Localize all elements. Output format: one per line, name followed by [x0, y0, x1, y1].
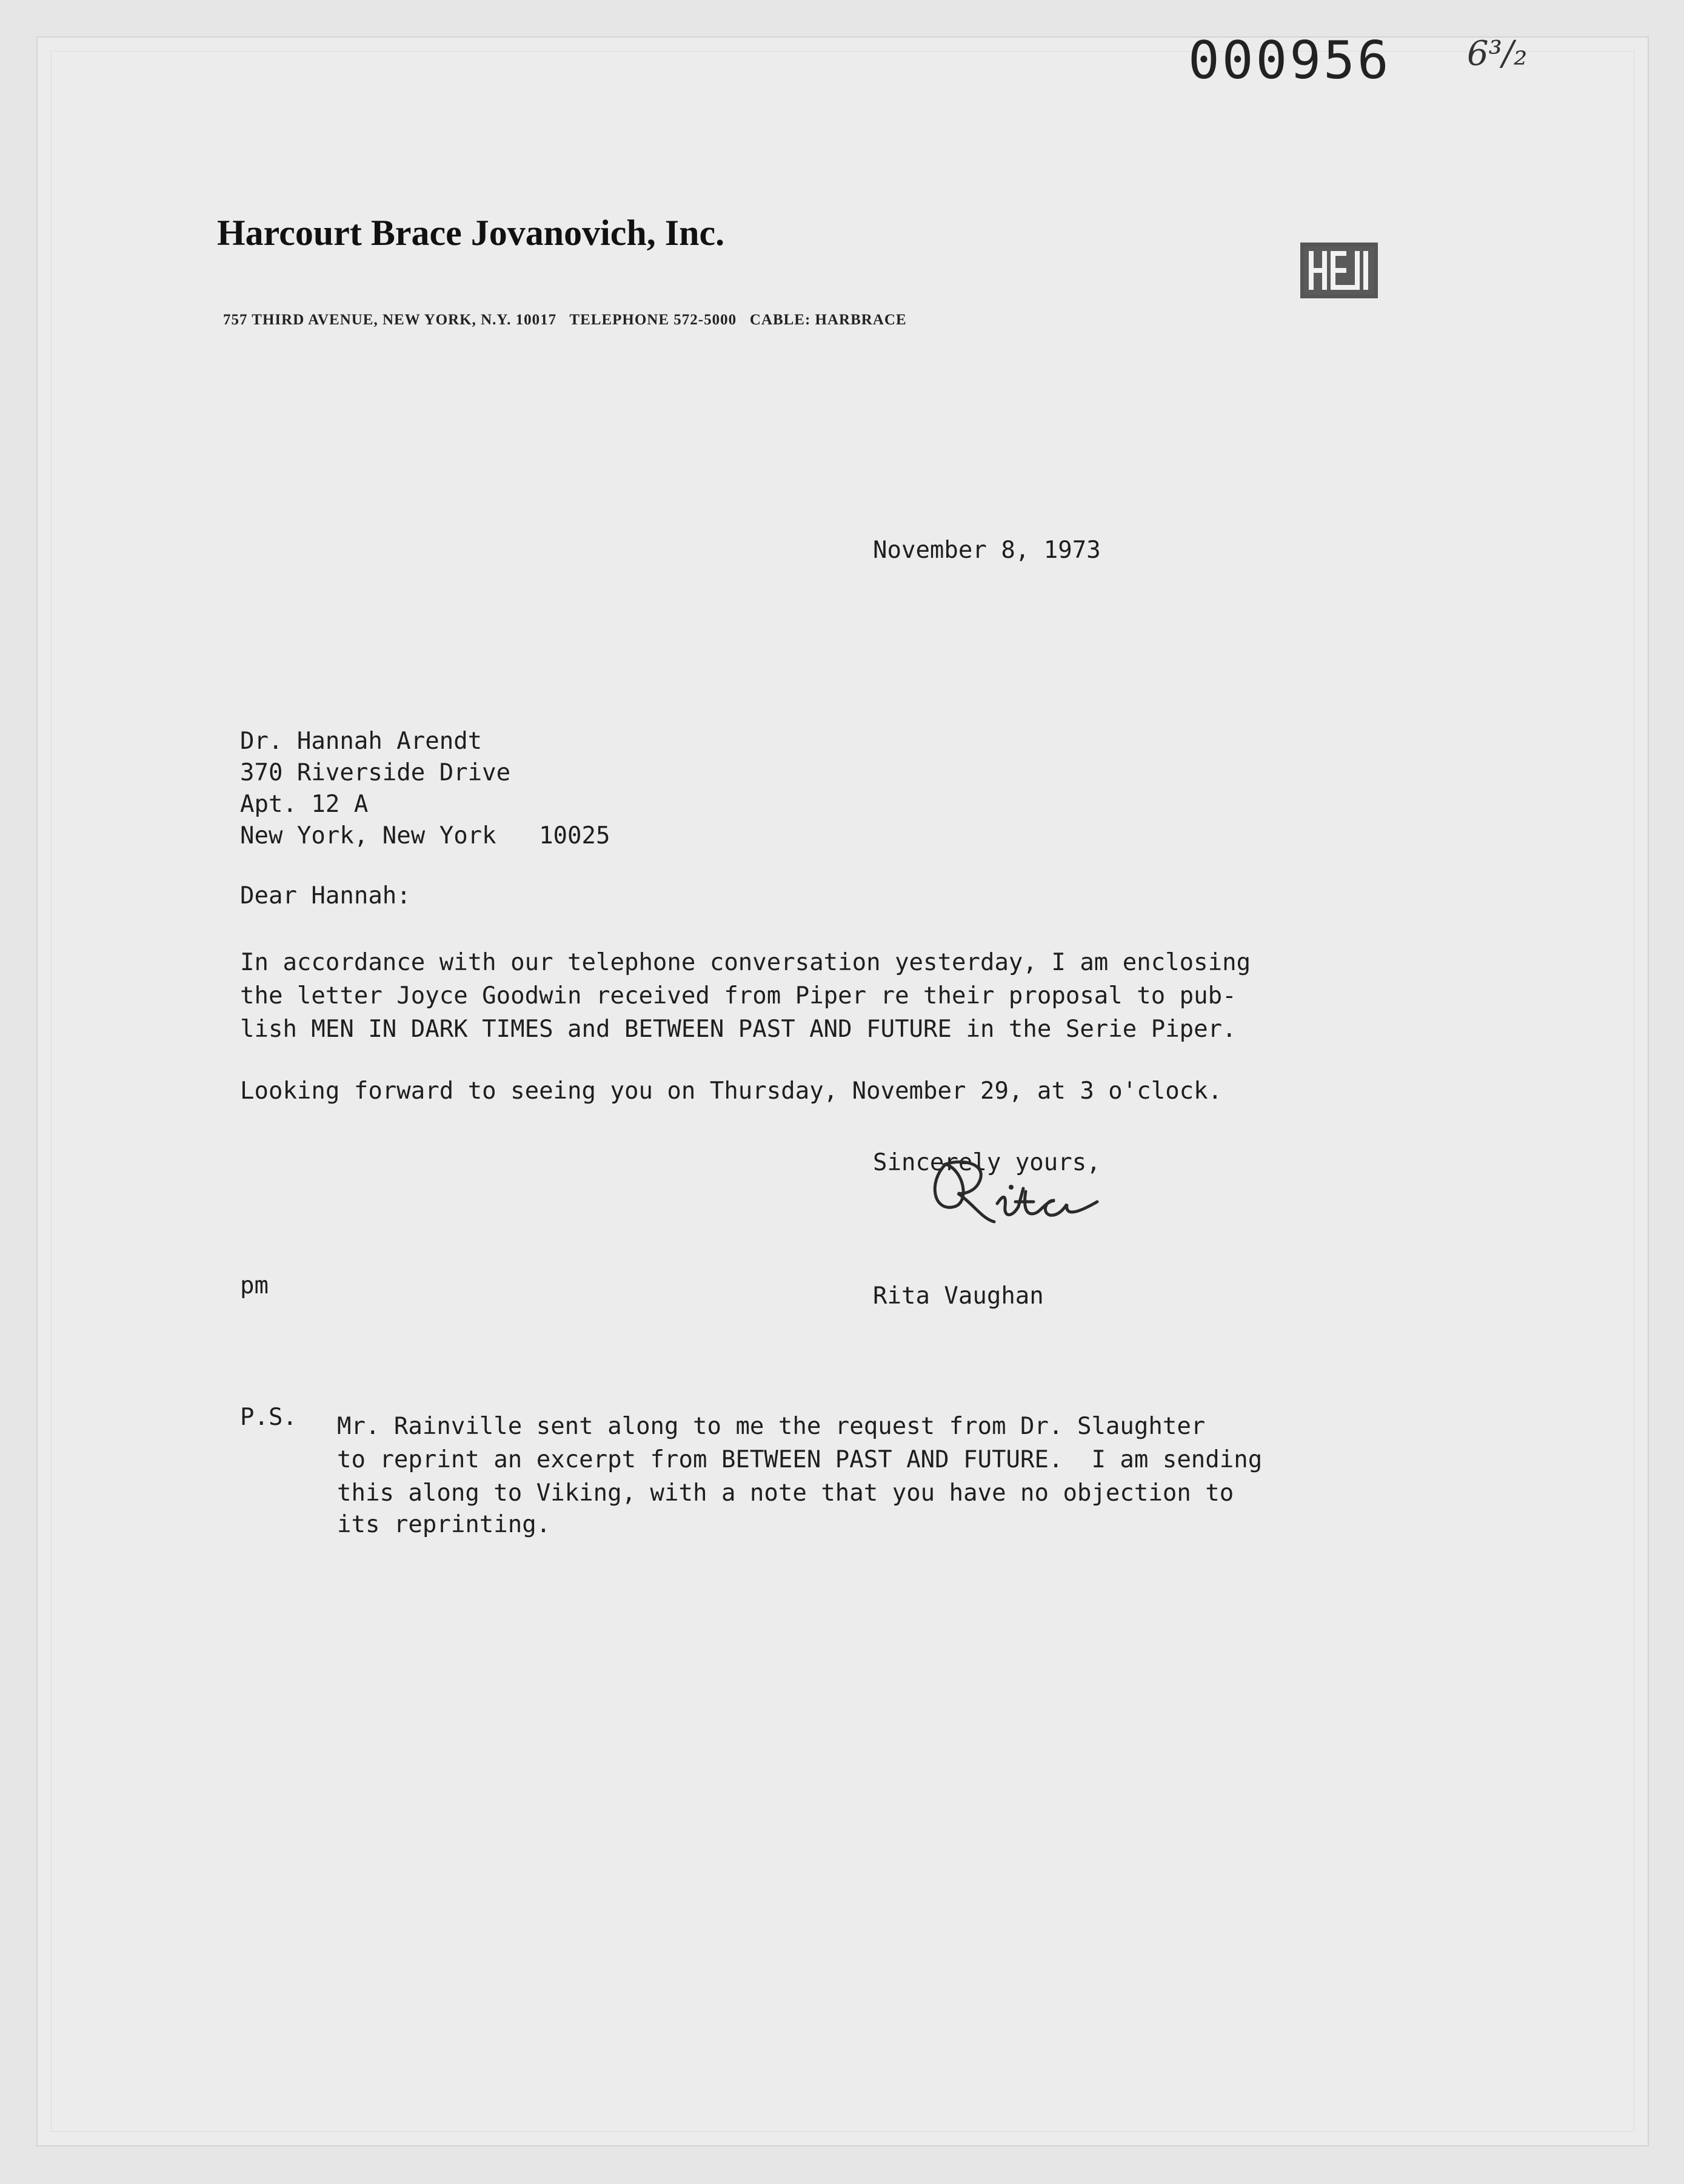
archive-handwritten-mark: 6³/₂	[1467, 34, 1528, 73]
signature-label: Rita	[921, 1146, 923, 1147]
recipient-line: Dr. Hannah Arendt	[240, 728, 483, 755]
body-line: lish MEN IN DARK TIMES and BETWEEN PAST AND FUTURE in the Serie Piper.	[240, 1016, 1237, 1043]
typist-initials: pm	[240, 1272, 269, 1299]
company-logo	[1300, 243, 1378, 298]
body-line: In accordance with our telephone conversation yesterday, I am enclosing	[240, 949, 1251, 976]
ps-line: this along to Viking, with a note that you have no objection to	[337, 1479, 1234, 1507]
company-address: 757 THIRD AVENUE, NEW YORK, N.Y. 10017 TELEPHONE 572-5000 CABLE: HARBRACE	[223, 312, 907, 328]
signer-name: Rita Vaughan	[873, 1282, 1044, 1310]
recipient-line: New York, New York 10025	[240, 822, 610, 849]
body-line: the letter Joyce Goodwin received from Piper re their proposal to pub-	[240, 982, 1237, 1010]
archive-number: 000956	[1188, 30, 1391, 91]
ps-line: its reprinting.	[337, 1511, 551, 1538]
ps-line: Mr. Rainville sent along to me the request from Dr. Slaughter	[337, 1413, 1206, 1440]
recipient-line: Apt. 12 A	[240, 791, 369, 818]
handwritten-signature	[921, 1146, 1115, 1237]
company-name: Harcourt Brace Jovanovich, Inc.	[217, 213, 725, 253]
body-line: Looking forward to seeing you on Thursday, November 29, at 3 o'clock.	[240, 1077, 1223, 1105]
ps-line: to reprint an excerpt from BETWEEN PAST AND FUTURE. I am sending	[337, 1446, 1263, 1473]
recipient-line: 370 Riverside Drive	[240, 759, 511, 786]
hbj-logo-icon	[1304, 246, 1374, 295]
salutation: Dear Hannah:	[240, 882, 411, 909]
ps-label: P.S.	[240, 1404, 297, 1431]
letter-date: November 8, 1973	[873, 537, 1101, 564]
closing: Sincerely yours,	[873, 1149, 1101, 1176]
